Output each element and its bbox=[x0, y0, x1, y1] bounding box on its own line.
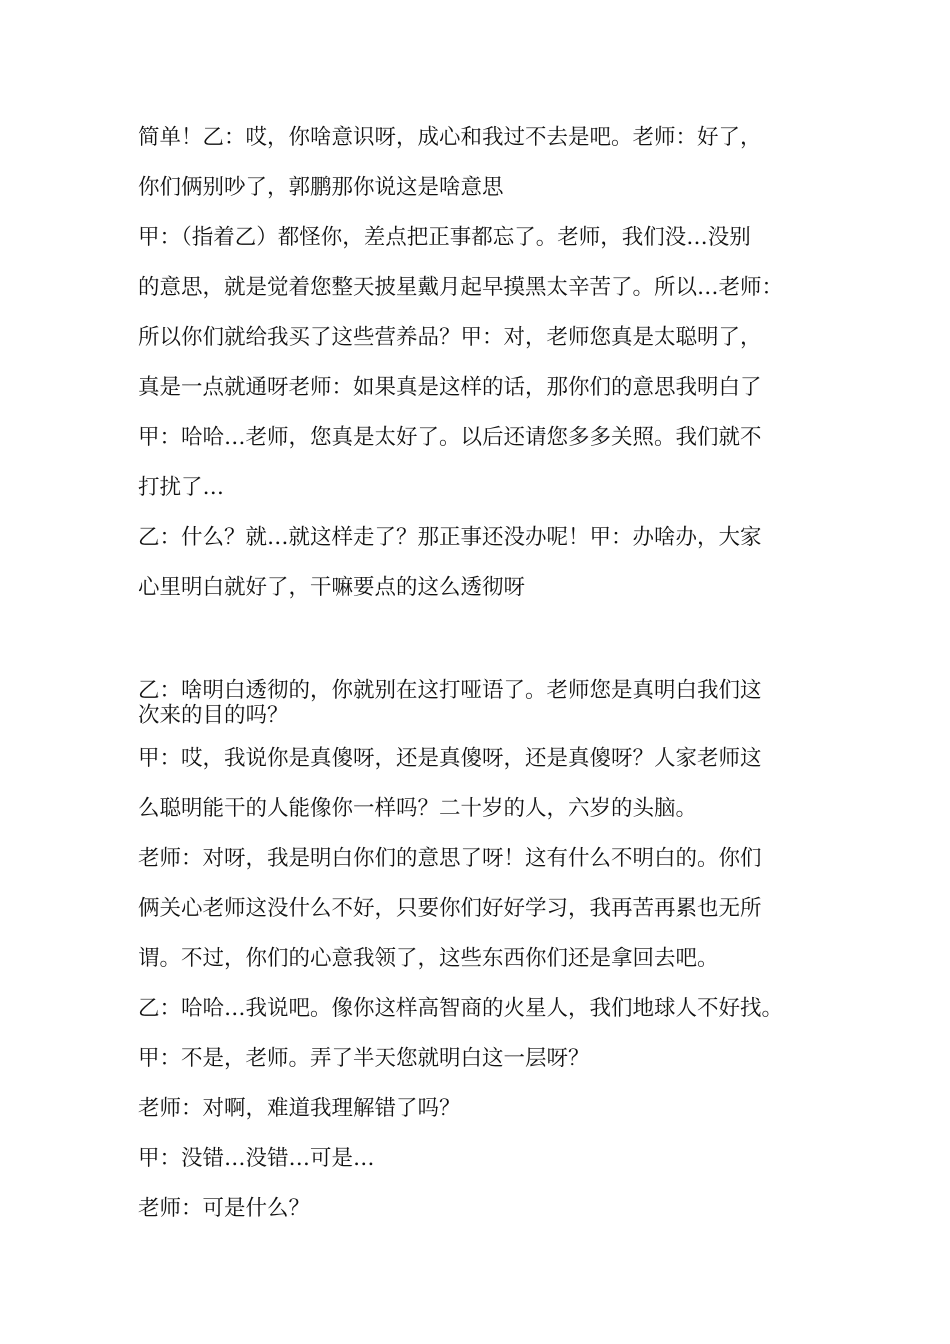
text-line: 次来的目的吗？ bbox=[138, 703, 289, 728]
text-line: 甲：哎，我说你是真傻呀，还是真傻呀，还是真傻呀？人家老师这 bbox=[138, 746, 762, 771]
text-line: 甲：不是，老师。弄了半天您就明白这一层呀？ bbox=[138, 1046, 590, 1071]
text-line: 乙：啥明白透彻的，你就别在这打哑语了。老师您是真明白我们这 bbox=[138, 678, 762, 703]
text-line: 甲：哈哈…老师，您真是太好了。以后还请您多多关照。我们就不 bbox=[138, 425, 762, 450]
text-line: 真是一点就通呀老师：如果真是这样的话，那你们的意思我明白了 bbox=[138, 375, 762, 400]
text-line: 打扰了… bbox=[138, 475, 225, 500]
text-line: 老师：对呀，我是明白你们的意思了呀！这有什么不明白的。你们 bbox=[138, 846, 762, 871]
text-line: 谓。不过，你们的心意我领了，这些东西你们还是拿回去吧。 bbox=[138, 946, 719, 971]
text-line: 心里明白就好了，干嘛要点的这么透彻呀 bbox=[138, 575, 526, 600]
text-line: 乙：什么？就…就这样走了？那正事还没办呢！甲：办啥办，大家 bbox=[138, 525, 762, 550]
text-line: 简单！乙：哎，你啥意识呀，成心和我过不去是吧。老师：好了， bbox=[138, 125, 762, 150]
text-line: 的意思，就是觉着您整天披星戴月起早摸黑太辛苦了。所以…老师： bbox=[138, 275, 784, 300]
text-line: 老师：对啊，难道我理解错了吗？ bbox=[138, 1096, 461, 1121]
text-line: 你们俩别吵了，郭鹏那你说这是啥意思 bbox=[138, 175, 504, 200]
text-line: 么聪明能干的人能像你一样吗？二十岁的人，六岁的头脑。 bbox=[138, 796, 698, 821]
text-line: 乙：哈哈…我说吧。像你这样高智商的火星人，我们地球人不好找。 bbox=[138, 996, 784, 1021]
text-line: 甲：（指着乙）都怪你，差点把正事都忘了。老师，我们没…没别 bbox=[138, 225, 751, 250]
text-line: 俩关心老师这没什么不好，只要你们好好学习，我再苦再累也无所 bbox=[138, 896, 762, 921]
text-line: 甲：没错…没错…可是… bbox=[138, 1146, 375, 1171]
text-line: 老师：可是什么？ bbox=[138, 1196, 311, 1221]
text-line: 所以你们就给我买了这些营养品？甲：对，老师您真是太聪明了， bbox=[138, 325, 762, 350]
